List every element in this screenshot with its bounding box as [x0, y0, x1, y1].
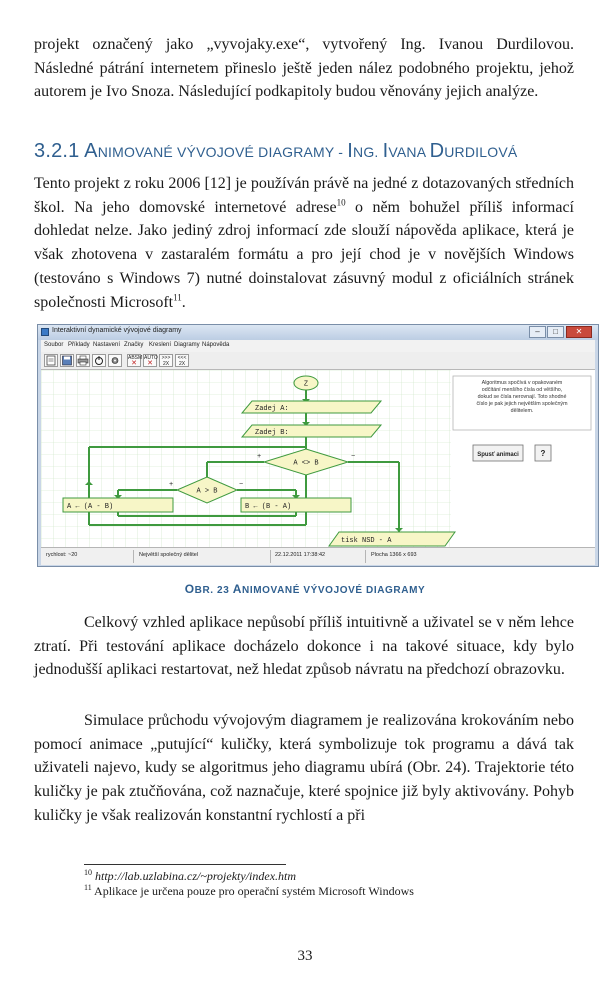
save-icon: [61, 355, 73, 366]
app-icon: [41, 328, 49, 336]
figure-caption: OBR. 23 ANIMOVANÉ VÝVOJOVÉ DIAGRAMY: [184, 582, 426, 596]
condition-greater-label: A > B: [196, 487, 218, 496]
section-title: ANIMOVANÉ VÝVOJOVÉ DIAGRAMY - ING. IVANA DURDILOVÁ: [84, 140, 518, 162]
section-heading: [34, 140, 517, 163]
assign-b-label: B ← (B - A): [245, 503, 292, 511]
paragraph-3: Simulace průchodu vývojovým diagramem je realizována krokováním nebo pomocí animace „putující“ kuličky, která symbolizuje tok programu a dává tak uživateli najevo, kudy se algoritmus jeho diagramu ubírá (Obr. 24). Trajektorie této kuličky je pak ztučňována, což naznačuje, které spojnice již byly aktivovány. Pohyb kuličky je však realizován konstantní rychlostí a při: [34, 712, 574, 824]
menu-nastaveni[interactable]: Nastavení: [93, 342, 121, 348]
input-b-label: Zadej B:: [255, 429, 289, 437]
save-button[interactable]: [60, 354, 74, 367]
footnote-ref-10[interactable]: 10: [336, 197, 346, 208]
footnote-ref-11[interactable]: 11: [173, 292, 182, 303]
new-file-button[interactable]: [44, 354, 58, 367]
status-resolution: Plocha 1366 x 693: [371, 552, 417, 558]
footnote-11: $^{11}$ Aplikace je určena pouze pro operační systém Microsoft Windows: [84, 883, 414, 898]
power-icon: [93, 355, 105, 366]
stop-button[interactable]: [92, 354, 106, 367]
assign-a-label: A ← (A - B): [67, 503, 114, 511]
help-line-2: odčítání menšího čísla od většího,: [481, 387, 563, 393]
grid-background: [41, 370, 451, 547]
menu-znacky[interactable]: Značky: [124, 342, 144, 348]
close-button[interactable]: ✕: [566, 326, 592, 338]
page-number: 33: [297, 948, 313, 964]
help-line-5: dělitelem.: [510, 408, 534, 414]
x-icon: ✕: [147, 360, 153, 367]
slow-down-label: 2X: [178, 361, 186, 367]
printer-icon: [77, 355, 89, 366]
paragraph-2: Celkový vzhled aplikace nepůsobí příliš intuitivně a uživatel se v něm lehce ztratí. Při testování aplikace docházelo dokonce i na takové situace, kdy bylo jednodušší aplikaci restartovat, než hledat způsob návratu na předchozí obrazovku.: [34, 614, 574, 679]
intro-paragraph: projekt označený jako „vyvojaky.exe“, vytvořený Ing. Ivanou Durdilovou. Následné pátrání internetem přineslo ještě jeden nález podobného projektu, jehož autorem je Ivo Snoza. Následující podkapitoly budou věnovány jejich analýze.: [34, 36, 574, 101]
menu-kresleni[interactable]: Kreslení: [149, 342, 172, 348]
footnote-10-url[interactable]: http://lab.uzlabina.cz/~projekty/index.htm: [95, 869, 297, 883]
maximize-button[interactable]: □: [547, 326, 564, 338]
application-screenshot: [37, 324, 599, 567]
slow-down-button[interactable]: [175, 354, 189, 367]
minimize-button[interactable]: –: [529, 326, 546, 338]
x-icon: ✕: [131, 360, 137, 367]
abs-label: ABSM: [128, 355, 143, 361]
menu-diagramy[interactable]: Diagramy: [174, 342, 200, 348]
status-divider: [270, 550, 271, 563]
settings-button[interactable]: [108, 354, 122, 367]
minus-label-1: −: [351, 453, 356, 461]
help-icon: ?: [540, 449, 546, 458]
menu-bar: [41, 340, 595, 352]
speed-up-button[interactable]: [159, 354, 173, 367]
footnote-separator: [84, 864, 286, 865]
status-diagram-name: Největší společný dělitel: [139, 552, 199, 558]
window-titlebar: [38, 325, 598, 340]
menu-napoveda[interactable]: Nápověda: [202, 342, 230, 348]
rewind-icon: <<<: [177, 355, 187, 361]
menu-priklady[interactable]: Příklady: [68, 342, 90, 348]
print-button[interactable]: [76, 354, 90, 367]
new-file-icon: [45, 355, 57, 366]
condition-not-equal-label: A <> B: [293, 459, 319, 468]
plus-label-2: +: [169, 481, 174, 489]
help-line-1: Algoritmus spočívá v opakovaném: [481, 380, 563, 386]
section-number: 3.2.1: [34, 140, 80, 162]
footnote-10: $^{10}$ http://lab.uzlabina.cz/~projekty/index.htm: [84, 868, 297, 883]
start-label: Z: [303, 380, 309, 389]
status-datetime: 22.12.2011 17:38:42: [275, 552, 326, 558]
help-line-4: číslo je pak jejich největším společným: [476, 401, 568, 407]
menu-soubor[interactable]: Soubor: [44, 342, 64, 348]
status-bar: [41, 547, 595, 565]
fast-forward-icon: >>>: [161, 355, 171, 361]
status-speed: rychlost: ~20: [46, 552, 78, 558]
status-divider: [133, 550, 134, 563]
diagram-canvas: [41, 370, 595, 547]
output-label: tisk NSD - A: [341, 537, 392, 545]
abs-mode-button[interactable]: [127, 354, 141, 367]
minus-label-2: −: [239, 481, 244, 489]
toolbar: [41, 352, 595, 370]
auto-label: AUTO: [144, 355, 158, 361]
auto-mode-button[interactable]: [143, 354, 157, 367]
input-a-label: Zadej A:: [255, 405, 289, 413]
window-title: Interaktivní dynamické vývojové diagramy: [52, 327, 182, 334]
help-line-3: dokud se čísla nerovnají. Toto shodné: [477, 394, 567, 400]
run-animation-label: Spusť animaci: [477, 452, 519, 458]
paragraph-1: Tento projekt z roku 2006 [12] je používán právě na jedné z dotazovaných středních škol. Na jeho domovské internetové adrese$^{10}$ o něm bohužel příliš informací dohledat nelze. Jako jediný zdroj informací zde slouží nápověda aplikace, která je však zhotovena v zastaralém formátu a pro její chod je v novějších Windows (testováno s Windows 7) nutné doinstalovat zásuvný modul z oficiálních stránek společnosti Microsoft$^{11}$.: [34, 175, 574, 311]
speed-up-label: 2X: [162, 361, 170, 367]
status-divider: [365, 550, 366, 563]
flowchart-diagram: [41, 370, 595, 547]
gear-icon: [109, 355, 121, 366]
plus-label-1: +: [257, 453, 262, 461]
